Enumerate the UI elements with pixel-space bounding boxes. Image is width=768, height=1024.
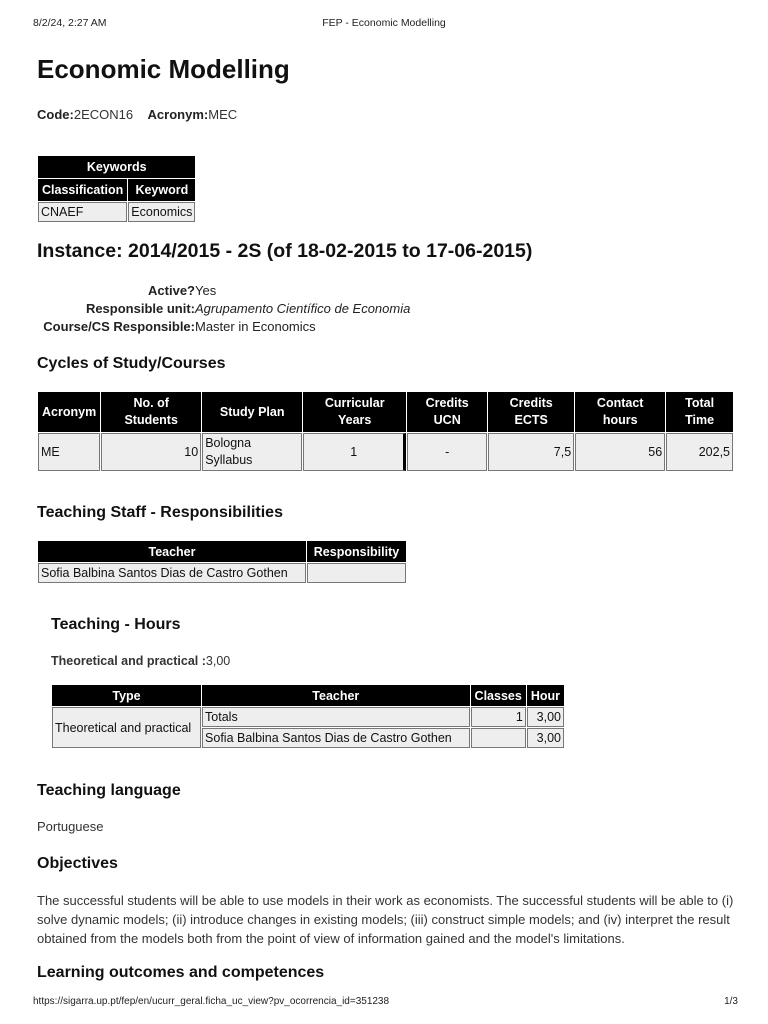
hours-teacher-cell[interactable]: Sofia Balbina Santos Dias de Castro Gothen [202, 728, 470, 748]
print-footer [33, 996, 738, 1010]
credits-ucn-cell: - [407, 433, 487, 471]
study-plan-cell[interactable]: Bologna Syllabus [202, 433, 302, 471]
page-title: Economic Modelling [37, 54, 290, 84]
table-row [38, 563, 406, 583]
code-line [37, 107, 237, 122]
col-total-time: Total Time [666, 392, 733, 432]
theoretical-summary [51, 654, 230, 668]
keywords-header: Keywords [38, 156, 195, 178]
col-responsibility: Responsibility [307, 541, 406, 562]
course-label: Course/CS Responsible: [43, 319, 195, 334]
students-cell: 10 [101, 433, 201, 471]
col-study-plan: Study Plan [202, 392, 302, 432]
col-hours-teacher: Teacher [202, 685, 470, 706]
instance-heading: Instance: 2014/2015 - 2S (of 18-02-2015 to 17-06-2015) [37, 240, 533, 262]
totals-hour-cell: 3,00 [527, 707, 564, 727]
page-number: 1/3 [724, 996, 738, 1007]
credits-ects-cell: 7,5 [488, 433, 574, 471]
col-classes: Classes [471, 685, 526, 706]
teacher-cell[interactable]: Sofia Balbina Santos Dias de Castro Gothen [38, 563, 306, 583]
unit-value[interactable]: Agrupamento Científico de Economia [195, 301, 411, 316]
staff-table [37, 540, 407, 584]
table-row [38, 202, 195, 222]
responsibility-cell [307, 563, 406, 583]
active-info [148, 283, 217, 298]
col-contact-hours: Contact hours [575, 392, 665, 432]
hours-heading: Teaching - Hours [51, 616, 181, 633]
table-row [38, 433, 733, 471]
active-value: Yes [195, 283, 217, 298]
col-credits-ects: Credits ECTS [488, 392, 574, 432]
language-heading: Teaching language [37, 782, 181, 799]
objectives-heading: Objectives [37, 855, 118, 872]
print-header [33, 17, 735, 31]
acronym-cell[interactable]: ME [38, 433, 100, 471]
col-teacher: Teacher [38, 541, 306, 562]
hours-table [51, 684, 565, 749]
col-curricular-years: Curricular Years [303, 392, 406, 432]
col-classification: Classification [38, 179, 127, 201]
cycles-table [37, 391, 734, 472]
classification-cell: CNAEF [38, 202, 127, 222]
code-label: Code: [37, 107, 74, 122]
outcomes-heading: Learning outcomes and competences [37, 964, 325, 981]
totals-label-cell: Totals [202, 707, 470, 727]
teacher-classes-cell [471, 728, 526, 748]
contact-hours-cell: 56 [575, 433, 665, 471]
keyword-cell: Economics [128, 202, 195, 222]
col-keyword: Keyword [128, 179, 195, 201]
print-url: https://sigarra.up.pt/fep/en/ucurr_geral.ficha_uc_view?pv_ocorrencia_id=351238 [33, 996, 390, 1007]
staff-heading: Teaching Staff - Responsibilities [37, 504, 283, 521]
course-info [43, 319, 316, 334]
theoretical-value: 3,00 [205, 654, 231, 668]
col-type: Type [52, 685, 201, 706]
teacher-hour-cell: 3,00 [527, 728, 564, 748]
type-cell: Theoretical and practical [52, 707, 201, 748]
active-label: Active? [148, 283, 195, 298]
col-acronym: Acronym [38, 392, 100, 432]
keywords-table [37, 155, 196, 223]
acronym-label: Acronym: [147, 107, 209, 122]
language-value: Portuguese [37, 819, 104, 834]
col-hour: Hour [527, 685, 564, 706]
table-row [52, 707, 564, 727]
years-cell: 1 [303, 433, 406, 471]
cycles-heading: Cycles of Study/Courses [37, 355, 226, 372]
unit-label: Responsible unit: [85, 301, 195, 316]
course-value[interactable]: Master in Economics [195, 319, 316, 334]
col-credits-ucn: Credits UCN [407, 392, 487, 432]
totals-classes-cell: 1 [471, 707, 526, 727]
total-time-cell: 202,5 [666, 433, 733, 471]
print-date: 8/2/24, 2:27 AM [33, 17, 107, 29]
print-title: FEP - Economic Modelling [322, 17, 446, 29]
col-students: No. of Students [101, 392, 201, 432]
objectives-text: The successful students will be able to use models in their work as economists. The successful students will be able to (i) solve dynamic models; (ii) introduce changes in existing models; (iii) construct simple models; and (iv) interpret the result obtained from the models both from the point of view of information gained and the model's limitations. [37, 893, 734, 946]
code-value: 2ECON16 [73, 107, 134, 122]
theoretical-label: Theoretical and practical : [51, 654, 206, 668]
responsible-unit-info [85, 301, 411, 316]
acronym-value: MEC [208, 107, 238, 122]
